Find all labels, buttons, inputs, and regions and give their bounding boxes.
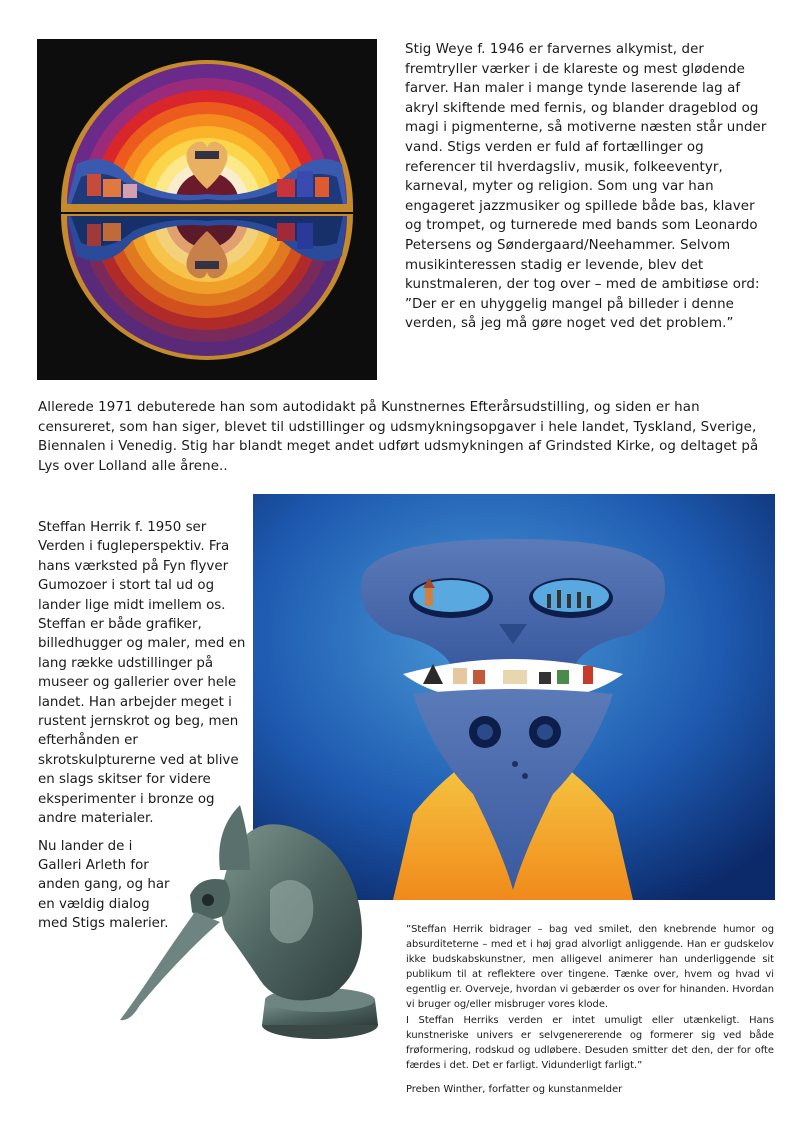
- debut-paragraph: [38, 398, 763, 476]
- intro-text: Stig Weye f. 1946 er farvernes alkymist, der fremtryller værker i de klareste og mest glødende farver. Han maler i mange tynde laserende lag af akryl skiftende med fernis, og blander drageblod og magi i pigmenterne, så motiverne næsten står under vand. Stigs verden er fuld af fortællinger og referencer til hverdagsliv, musik, folkeeventyr, karneval, myter og religion. Som ung var han engageret jazzmusiker og spillede både bas, klaver og trompet, og turnerede med bands som Leonardo Petersens og Søndergaard/Neehammer. Selvom musikinteressen stadig er levende, blev det kunstmaleren, der tog over – med de ambitiøse ord: ”Der er en uhyggelig mangel på billeder i denne verden, så jeg må gøre noget ved det problem.”: [405, 42, 767, 332]
- debut-text: Allerede 1971 debuterede han som autodidakt på Kunstnernes Efterårsudstilling, og siden er han censureret, som han siger, blevet til udstillinger og udsmykningsopgaver i hele landet, Tyskland, Sverige, Biennalen i Venedig. Stig har blandt meget andet udført udsmykningen af Grindsted Kirke, og deltaget på Lys over Lolland alle årene..: [38, 400, 759, 474]
- sculpture-bronze: [120, 800, 395, 1045]
- painting-stig-weye: [37, 39, 377, 380]
- quote-paragraph-1: ”Steffan Herrik bidrager – bag ved smilet, den knebrende humor og absurditeterne – med et i høj grad alvorligt anliggende. Han er gudskelov ikke budskabskunstner, men alligevel animerer han underliggende sit publikum til at reflektere over tingene. Tænke over, hvem og hvad vi egentlig er. Overveje, hvordan vi gebærder os over for hinanden. Hvordan vi bruger og/eller misbruger vores klode.: [406, 924, 774, 1011]
- quote-paragraph-2: I Steffan Herriks verden er intet umuligt eller utænkeligt. Hans kunstneriske univers er selvgenererende og formerer sig ved både frøformering, rodskud og udløbere. Desuden smitter det den, der for ofte færdes i det. Det er farligt. Vidunderligt farligt.”: [406, 1014, 774, 1071]
- intro-paragraph: [405, 40, 770, 334]
- steffan-paragraph-1: Steffan Herrik f. 1950 ser Verden i fugleperspektiv. Fra hans værksted på Fyn flyver Gumozoer i stort tal ud og lander lige midt imellem os. Steffan er både grafiker, billedhugger og maler, med en lang række udstillinger på museer og gallerier over hele landet. Han arbejder meget i rustent jernskrot og beg, men efterhånden er skrotskulpturerne ved at blive en slags skitser for videre eksperimenter i bronze og andre materialer.: [38, 520, 246, 827]
- quote-block: [406, 922, 774, 1073]
- quote-credit: Preben Winther, forfatter og kunstanmelder: [406, 1084, 623, 1095]
- steffan-paragraph-2: Nu lander de i Galleri Arleth for anden gang, og har en vældig dialog med Stigs malerier.: [38, 838, 170, 932]
